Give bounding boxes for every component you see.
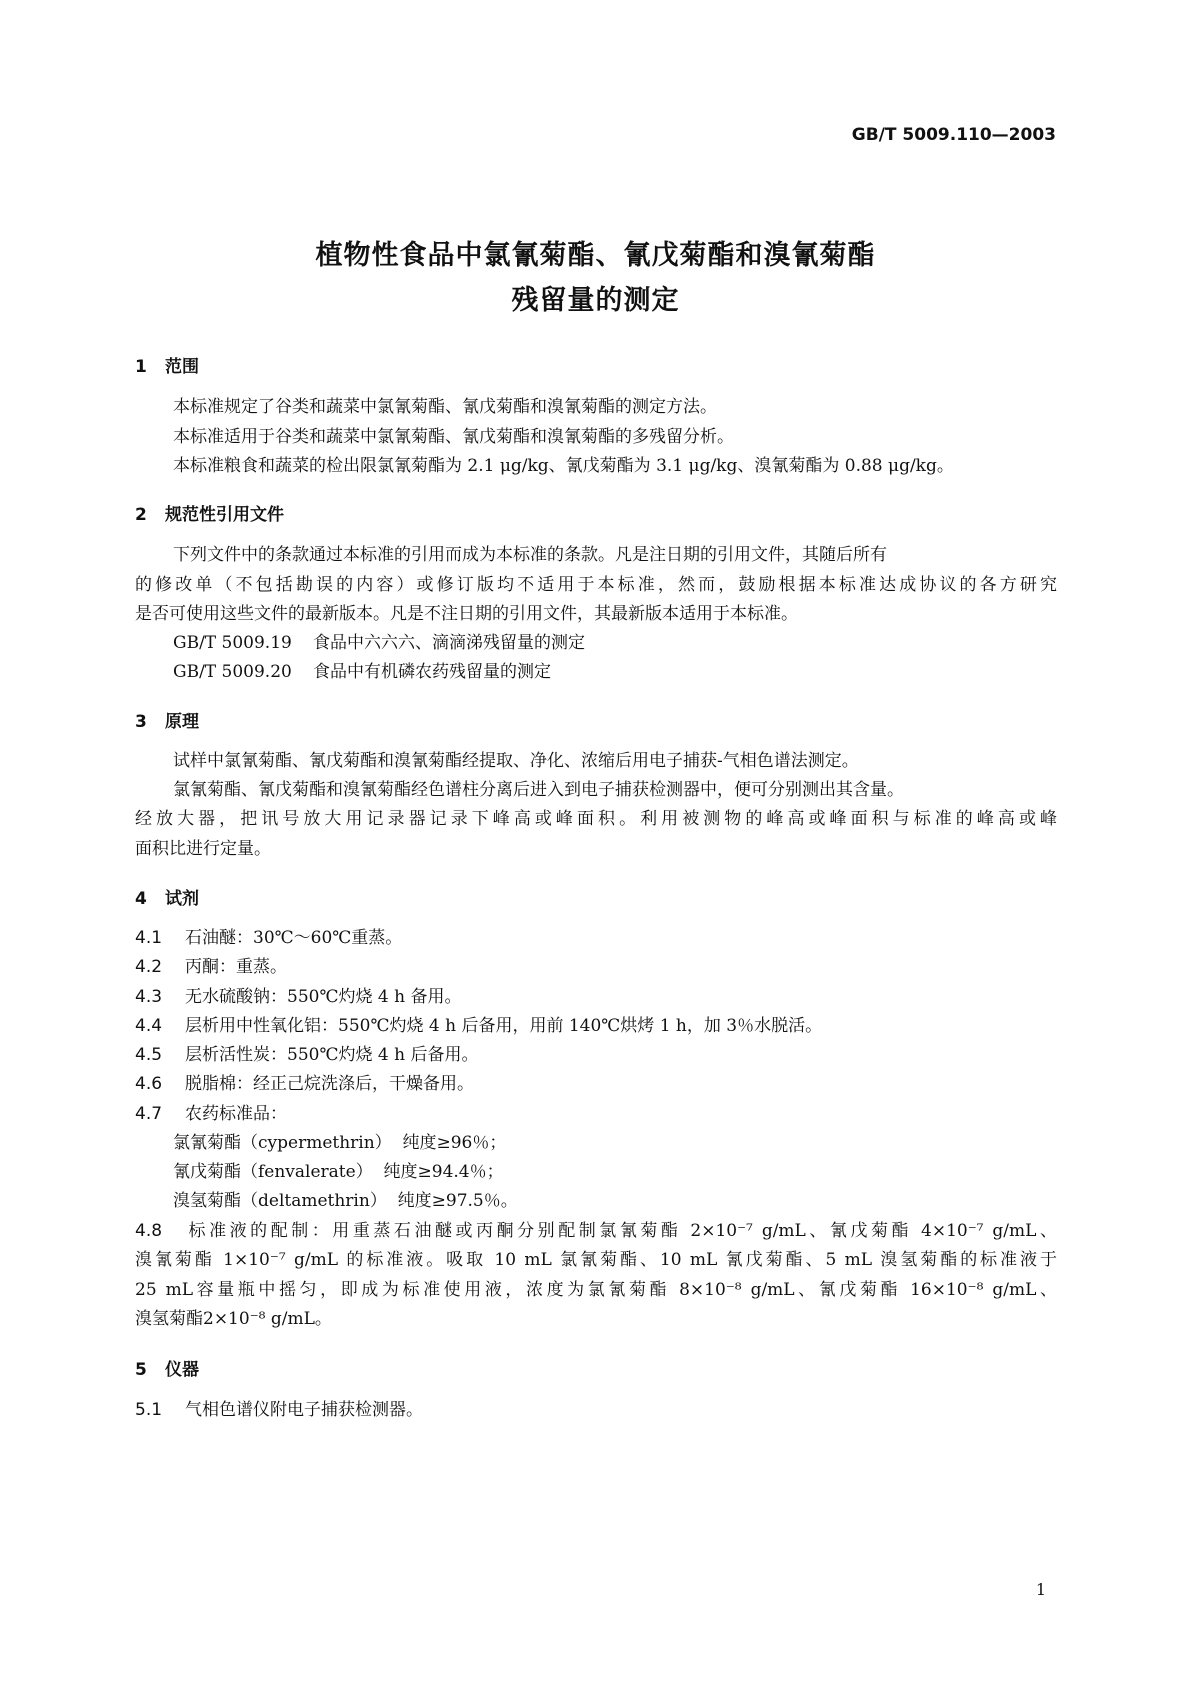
section-1-heading — [135, 352, 199, 377]
references-paragraph-line-2: 的修改单（不包括勘误的内容）或修订版均不适用于本标准，然而，鼓励根据本标准达成协议的各方研究 — [135, 575, 1057, 595]
clause-number: 4.1 — [135, 928, 163, 948]
clause-text: 脱脂棉：经正己烷洗涤后，干燥备用。 — [185, 1074, 474, 1094]
standard-purity: 纯度≥94.4％； — [383, 1162, 504, 1182]
scope-paragraph-2: 本标准适用于谷类和蔬菜中氯氰菊酯、氰戊菊酯和溴氰菊酯的多残留分析。 — [173, 427, 734, 447]
references-paragraph-line-3: 是否可使用这些文件的最新版本。凡是不注日期的引用文件，其最新版本适用于本标准。 — [135, 604, 798, 624]
section-title: 范围 — [165, 357, 199, 377]
reagent-item — [135, 1104, 287, 1124]
clause-text: 丙酮：重蒸。 — [185, 957, 287, 977]
standard-solution-line-3: 25 mL容量瓶中摇匀，即成为标准使用液，浓度为氯氰菊酯 8×10⁻⁸ g/mL、氰戊菊酯 16×10⁻⁸ g/mL、 — [135, 1280, 1057, 1300]
pesticide-standard — [173, 1191, 518, 1211]
reference-item — [173, 662, 551, 682]
section-title: 仪器 — [165, 1360, 199, 1380]
standard-name: 氰戊菊酯（fenvalerate） — [173, 1162, 373, 1182]
clause-text: 层析用中性氧化铝：550℃灼烧 4 h 后备用，用前 140℃烘烤 1 h，加 3％水脱活。 — [185, 1016, 823, 1036]
document-title-line-2: 残留量的测定 — [511, 285, 680, 316]
clause-text: 无水硫酸钠：550℃灼烧 4 h 备用。 — [185, 987, 462, 1007]
references-paragraph-line-1: 下列文件中的条款通过本标准的引用而成为本标准的条款。凡是注日期的引用文件，其随后所有 — [173, 545, 887, 565]
clause-text: 气相色谱仪附电子捕获检测器。 — [185, 1400, 423, 1420]
document-title-line-1: 植物性食品中氯氰菊酯、氰戊菊酯和溴氰菊酯 — [315, 240, 876, 271]
scope-paragraph-3: 本标准粮食和蔬菜的检出限氯氰菊酯为 2.1 μg/kg、氰戊菊酯为 3.1 μg/kg、溴氰菊酯为 0.88 μg/kg。 — [173, 456, 954, 476]
section-3-heading — [135, 707, 199, 732]
clause-text: 石油醚：30℃～60℃重蒸。 — [185, 928, 403, 948]
clause-number: 4.3 — [135, 987, 163, 1007]
pesticide-standard — [173, 1133, 506, 1153]
reagent-item — [135, 987, 461, 1007]
standard-code: GB/T 5009.110—2003 — [851, 125, 1056, 145]
reference-title: 食品中六六六、滴滴涕残留量的测定 — [313, 633, 585, 653]
reagent-item — [135, 1074, 474, 1094]
page-number: 1 — [1035, 1580, 1046, 1599]
principle-line-4: 面积比进行定量。 — [135, 839, 271, 859]
section-number: 4 — [135, 889, 147, 909]
clause-number: 5.1 — [135, 1400, 163, 1420]
clause-number: 4.6 — [135, 1074, 163, 1094]
principle-line-3: 经放大器，把讯号放大用记录器记录下峰高或峰面积。利用被测物的峰高或峰面积与标准的峰高或峰 — [135, 809, 1057, 829]
reference-code: GB/T 5009.19 — [173, 633, 292, 653]
section-number: 1 — [135, 357, 147, 377]
reagent-item — [135, 928, 402, 948]
clause-number: 4.5 — [135, 1045, 163, 1065]
section-title: 试剂 — [165, 889, 199, 909]
section-number: 2 — [135, 505, 147, 525]
scope-paragraph-1: 本标准规定了谷类和蔬菜中氯氰菊酯、氰戊菊酯和溴氰菊酯的测定方法。 — [173, 397, 717, 417]
reagent-item — [135, 1045, 478, 1065]
reagent-item — [135, 1016, 822, 1036]
standard-name: 溴氢菊酯（deltamethrin） — [173, 1191, 387, 1211]
section-2-heading — [135, 500, 284, 525]
clause-number: 4.7 — [135, 1104, 163, 1124]
standard-solution-line-2: 溴氰菊酯 1×10⁻⁷ g/mL 的标准液。吸取 10 mL 氯氰菊酯、10 mL 氰戊菊酯、5 mL 溴氢菊酯的标准液于 — [135, 1250, 1057, 1270]
clause-text: 标准液的配制：用重蒸石油醚或丙酮分别配制氯氰菊酯 2×10⁻⁷ g/mL、氰戊菊酯 4×10⁻⁷ g/mL、 — [185, 1221, 1057, 1241]
section-title: 规范性引用文件 — [165, 505, 284, 525]
section-number: 3 — [135, 712, 147, 732]
section-number: 5 — [135, 1360, 147, 1380]
section-4-heading — [135, 884, 199, 909]
clause-number: 4.8 — [135, 1221, 163, 1241]
reference-code: GB/T 5009.20 — [173, 662, 292, 682]
reference-title: 食品中有机磷农药残留量的测定 — [313, 662, 551, 682]
principle-line-1: 试样中氯氰菊酯、氰戊菊酯和溴氰菊酯经提取、净化、浓缩后用电子捕获-气相色谱法测定。 — [173, 751, 859, 771]
standard-purity: 纯度≥97.5％。 — [397, 1191, 518, 1211]
pesticide-standard — [173, 1162, 504, 1182]
clause-text: 农药标准品： — [185, 1104, 287, 1124]
standard-name: 氯氰菊酯（cypermethrin） — [173, 1133, 392, 1153]
reference-item — [173, 633, 585, 653]
standard-purity: 纯度≥96％； — [402, 1133, 507, 1153]
standard-solution-line-1 — [135, 1221, 1057, 1241]
reagent-item — [135, 957, 287, 977]
principle-line-2: 氯氰菊酯、氰戊菊酯和溴氰菊酯经色谱柱分离后进入到电子捕获检测器中，便可分别测出其含量。 — [173, 780, 904, 800]
clause-text: 层析活性炭：550℃灼烧 4 h 后备用。 — [185, 1045, 479, 1065]
clause-number: 4.2 — [135, 957, 163, 977]
standard-solution-line-4: 溴氢菊酯2×10⁻⁸ g/mL。 — [135, 1309, 332, 1329]
section-5-heading — [135, 1355, 199, 1380]
section-title: 原理 — [165, 712, 199, 732]
clause-number: 4.4 — [135, 1016, 163, 1036]
apparatus-item — [135, 1400, 423, 1420]
